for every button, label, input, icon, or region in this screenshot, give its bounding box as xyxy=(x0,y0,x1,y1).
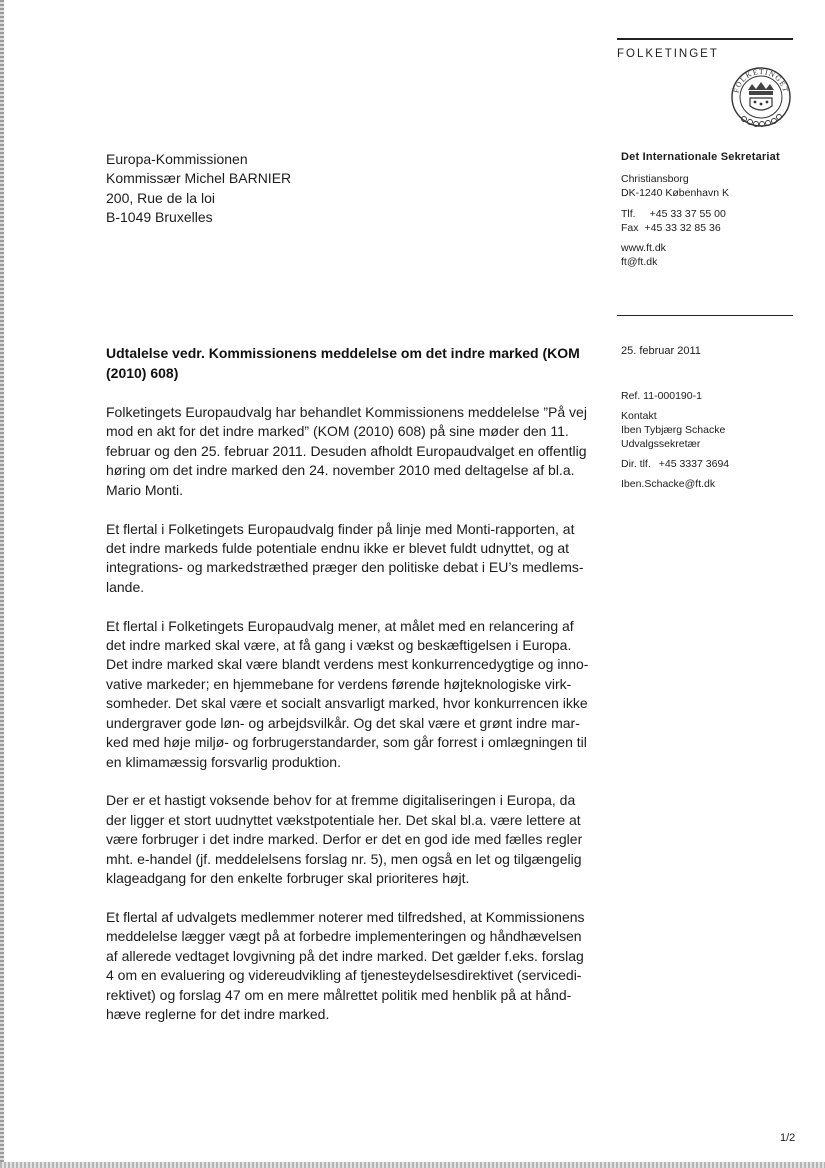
contact-label: Kontakt xyxy=(621,410,657,422)
sender-address xyxy=(621,172,729,200)
text-line: Mario Monti. xyxy=(106,481,184,498)
text-line: somheder. Det skal være et socialt ansvarligt marked, hvor konkurrencen ikke xyxy=(106,695,588,712)
paragraph xyxy=(106,617,594,772)
seal-text: FOLKETINGET xyxy=(731,66,791,94)
paragraph xyxy=(106,791,594,888)
email-link[interactable]: ft@ft.dk xyxy=(621,256,658,268)
text-line: Folketingets Europaudvalg har behandlet Kommissionens meddelelse ”På vej xyxy=(106,404,587,420)
folketinget-seal-icon xyxy=(730,66,792,128)
sender-phones xyxy=(621,207,726,235)
text-line: Et flertal af udvalgets medlemmer noterer med tilfredshed, at Kommissionens xyxy=(106,908,585,925)
letter-date: 25. februar 2011 xyxy=(621,345,701,357)
recipient-line: B-1049 Bruxelles xyxy=(106,209,213,226)
fax-label: Fax xyxy=(621,222,639,234)
text-line: være forbruger i det indre marked. Derfor er det en god ide med fælles regler xyxy=(106,831,583,848)
text-line: Der er et hastigt voksende behov for at fremme digitaliseringen i Europa, da xyxy=(106,792,576,809)
paragraph xyxy=(106,908,594,1024)
phone-number: +45 33 37 55 00 xyxy=(649,208,726,220)
org-name: FOLKETINGET xyxy=(617,48,719,60)
text-line: undergraver gode løn- og arbejdsvilkår. Og det skal være et grønt indre mar- xyxy=(106,714,580,731)
letter-body xyxy=(106,403,594,1044)
letterhead-top-rule xyxy=(617,38,793,40)
sender-address-line: DK-1240 København K xyxy=(621,187,729,199)
phone-label: Tlf. xyxy=(621,208,636,220)
text-line: det indre marked skal være, at få gang i vækst og beskæftigelsen i Europa. xyxy=(106,637,572,654)
recipient-line: Kommissær Michel BARNIER xyxy=(106,170,292,187)
text-line: hæve reglerne for det indre marked. xyxy=(106,1005,330,1022)
letterhead-bottom-rule xyxy=(617,315,793,316)
text-line: høring om det indre marked den 24. november 2010 med deltagelse af bl.a. xyxy=(106,462,575,479)
text-line: februar og den 25. februar 2011. Desuden afholdt Europaudvalget en offentlig xyxy=(106,442,587,459)
page-number: 1/2 xyxy=(780,1132,796,1144)
fax-number: +45 33 32 85 36 xyxy=(644,222,721,234)
contact-title: Udvalgssekretær xyxy=(621,438,701,450)
recipient-line: Europa-Kommissionen xyxy=(106,151,248,167)
text-line: integrations- og markedstræthed præger den politiske debat i EU’s medlems- xyxy=(106,559,584,576)
scan-edge-left xyxy=(0,0,4,1168)
reference-block xyxy=(621,389,729,491)
direct-phone: +45 3337 3694 xyxy=(658,458,730,470)
recipient-address xyxy=(106,150,291,228)
subject-line: Udtalelse vedr. Kommissionens meddelelse om det indre marked (KOM xyxy=(106,345,580,361)
text-line: Et flertal i Folketingets Europaudvalg mener, at målet med en relancering af xyxy=(106,617,574,634)
text-line: lande. xyxy=(106,578,145,595)
text-line: en klimamæssig forsvarlig produktion. xyxy=(106,753,341,770)
paragraph xyxy=(106,403,594,500)
paragraph xyxy=(106,520,594,598)
text-line: vative markeder; en hjemmebane for verdens førende højteknologiske virk- xyxy=(106,675,572,692)
text-line: det indre markeds fulde potentiale endnu ikke er blevet fuldt udnyttet, og at xyxy=(106,539,570,556)
text-line: mod en akt for det indre marked” (KOM (2010) 608) på sine møder den 11. xyxy=(106,423,569,440)
website-link[interactable]: www.ft.dk xyxy=(621,242,666,254)
sender-address-line: Christiansborg xyxy=(621,173,689,185)
text-line: 4 om en evaluering og videreudvikling af tjenesteydelsesdirektivet (servicedi- xyxy=(106,967,582,984)
text-line: ked med høje miljø- og forbrugerstandarder, som går forrest i omlægningen til xyxy=(106,734,587,751)
text-line: Det indre marked skal være blandt verdens mest konkurrencedygtige og inno- xyxy=(106,656,589,673)
text-line: af allerede vedtaget lovgivning på det indre marked. Det gælder f.eks. forslag xyxy=(106,947,584,964)
recipient-line: 200, Rue de la loi xyxy=(106,189,215,206)
direct-phone-label: Dir. tlf. xyxy=(621,458,651,470)
letter-subject xyxy=(106,343,586,383)
sender-department: Det Internationale Sekretariat xyxy=(621,151,780,163)
reference-number: Ref. 11-000190-1 xyxy=(621,390,702,402)
scan-edge-bottom xyxy=(0,1162,825,1168)
text-line: der ligger et stort uudnyttet vækstpotentiale her. Det skal bl.a. være lettere at xyxy=(106,811,581,828)
text-line: rektivet) og forslag 47 om en mere målrettet politik med henblik på at hånd- xyxy=(106,986,572,1003)
contact-email[interactable]: Iben.Schacke@ft.dk xyxy=(621,478,716,490)
sender-web xyxy=(621,241,666,269)
text-line: klageadgang for den enkelte forbruger skal prioriteres højt. xyxy=(106,870,470,887)
subject-line: (2010) 608) xyxy=(106,365,179,381)
contact-name: Iben Tybjærg Schacke xyxy=(621,424,726,436)
text-line: meddelelse lægger vægt på at forbedre implementeringen og håndhævelsen xyxy=(106,928,582,945)
text-line: Et flertal i Folketingets Europaudvalg finder på linje med Monti-rapporten, at xyxy=(106,520,575,537)
text-line: mht. e-handel (jf. meddelelsens forslag nr. 5), men også en let og tilgængelig xyxy=(106,850,582,867)
